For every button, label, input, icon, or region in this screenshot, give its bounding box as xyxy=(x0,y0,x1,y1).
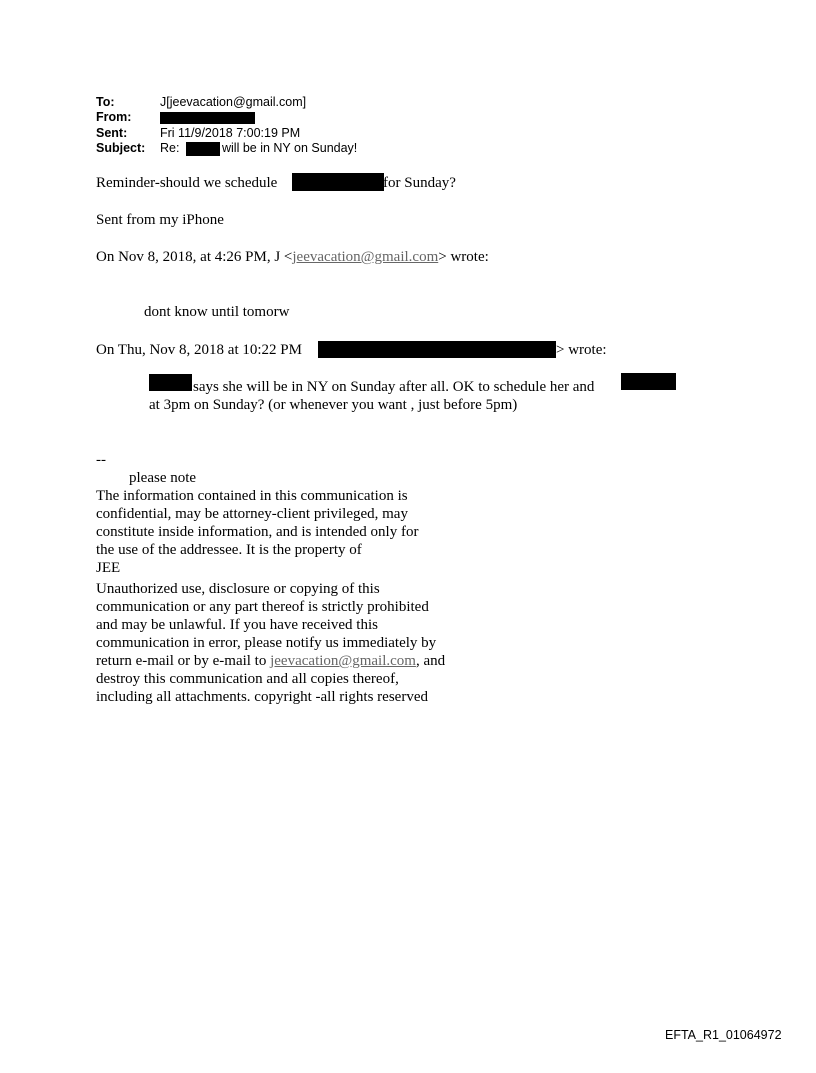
disclaimer-line: The information contained in this communication is xyxy=(96,488,408,504)
signature-dashes: -- xyxy=(96,452,106,468)
document-id: EFTA_R1_01064972 xyxy=(665,1028,782,1042)
to-label: To: xyxy=(96,95,115,109)
sent-value: Fri 11/9/2018 7:00:19 PM xyxy=(160,126,301,140)
reply1-text: dont know until tomorw xyxy=(144,304,290,320)
please-note-text: please note xyxy=(129,470,197,486)
quote1-header xyxy=(96,248,489,266)
disclaimer-line: JEE xyxy=(96,560,121,576)
quote1-intro: On Nov 8, 2018, at 4:26 PM, J < xyxy=(96,249,293,265)
redaction-quote2-sender xyxy=(318,341,556,358)
redaction-quote2-name2 xyxy=(621,373,676,390)
from-label: From: xyxy=(96,110,132,124)
disclaimer-line: communication or any part thereof is strictly prohibited xyxy=(96,599,429,615)
quote2-line2: at 3pm on Sunday? (or whenever you want , just before 5pm) xyxy=(149,397,518,413)
disclaimer-line: confidential, may be attorney-client privileged, may xyxy=(96,506,408,522)
disclaimer-line: communication in error, please notify us immediately by xyxy=(96,635,437,651)
redaction-reminder xyxy=(292,173,384,191)
subject-suffix: will be in NY on Sunday! xyxy=(222,141,358,155)
return-prefix: return e-mail or by e-mail to xyxy=(96,653,271,669)
disclaimer-line: and may be unlawful. If you have received this xyxy=(96,617,378,633)
redaction-subject xyxy=(186,142,220,156)
disclaimer-line: Unauthorized use, disclosure or copying of this xyxy=(96,581,380,597)
quote2-intro: On Thu, Nov 8, 2018 at 10:22 PM xyxy=(96,342,302,358)
redaction-from xyxy=(160,112,255,124)
quote2-line1: says she will be in NY on Sunday after all. OK to schedule her and xyxy=(193,379,595,395)
disclaimer-line: including all attachments. copyright -all rights reserved xyxy=(96,689,428,705)
sent-from-text: Sent from my iPhone xyxy=(96,212,224,228)
sent-label: Sent: xyxy=(96,126,128,140)
disclaimer-line: destroy this communication and all copies thereof, xyxy=(96,671,399,687)
quote1-email-link[interactable]: jeevacation@gmail.com xyxy=(292,249,439,265)
quote1-end: > wrote: xyxy=(438,249,489,265)
to-value: J[jeevacation@gmail.com] xyxy=(160,95,307,109)
disclaimer-line: constitute inside information, and is intended only for xyxy=(96,524,419,540)
subject-prefix: Re: xyxy=(160,141,180,155)
subject-label: Subject: xyxy=(96,141,146,155)
return-suffix: , and xyxy=(415,653,446,669)
reminder-text-end: for Sunday? xyxy=(383,175,456,191)
disclaimer-return-line xyxy=(96,652,445,670)
redaction-quote2-name1 xyxy=(149,374,192,391)
return-email-link[interactable]: jeevacation@gmail.com xyxy=(270,653,416,669)
quote2-end: > wrote: xyxy=(556,342,607,358)
disclaimer-line: the use of the addressee. It is the property of xyxy=(96,542,362,558)
reminder-text-start: Reminder-should we schedule xyxy=(96,175,278,191)
